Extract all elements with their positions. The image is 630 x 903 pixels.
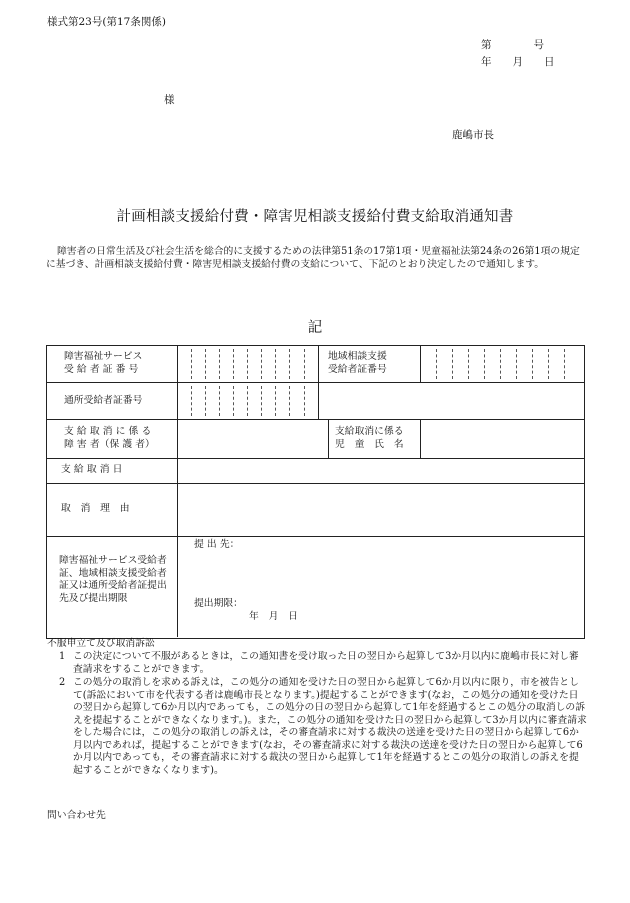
digit-divider	[304, 349, 305, 379]
digit-divider	[191, 349, 192, 379]
digit-divider	[468, 349, 469, 379]
appeal-item	[47, 651, 587, 676]
submit-to-label: 提 出 先：	[194, 539, 240, 550]
issuer: 鹿嶋市長	[452, 129, 494, 141]
digit-divider	[247, 349, 248, 379]
digit-divider	[436, 349, 437, 379]
digit-divider	[532, 349, 533, 379]
digit-divider	[233, 349, 234, 379]
digit-divider	[275, 349, 276, 379]
digit-divider	[289, 386, 290, 416]
digit-divider	[275, 386, 276, 416]
service-cert-label-line1: 障害福祉サービス	[64, 351, 143, 362]
digit-divider	[289, 349, 290, 379]
column-divider	[328, 419, 329, 458]
day-cert-label: 通所受給者証番号	[64, 395, 143, 406]
submit-label: 障害福祉サービス受給者証、地域相談支援受給者証又は通所受給者証提出先及び提出期限	[59, 555, 167, 604]
community-cert-label-line2: 受給者証番号	[328, 363, 387, 375]
service-cert-label	[64, 351, 142, 376]
digit-divider	[261, 386, 262, 416]
digit-divider	[304, 386, 305, 416]
child-label-line1: 支給取消に係る	[335, 426, 404, 437]
digit-divider	[484, 349, 485, 379]
digit-divider	[564, 349, 565, 379]
contact-label: 問い合わせ先	[47, 810, 106, 821]
document-number: 第 号	[481, 39, 544, 51]
ki-heading: 記	[307, 320, 323, 336]
digit-divider	[247, 386, 248, 416]
digit-divider	[261, 349, 262, 379]
addressee: 様	[164, 94, 175, 106]
appeal-item-text: この決定について不服があるときは，この通知書を受け取った日の翌日から起算して3か月以内に鹿嶋市長に対し審査請求をすることができます。	[73, 651, 579, 675]
person-label	[64, 426, 155, 451]
child-label	[335, 426, 404, 451]
digit-divider	[191, 386, 192, 416]
row-divider	[47, 458, 584, 459]
digit-divider	[516, 349, 517, 379]
person-label-line1: 支 給 取 消 に 係 る	[64, 426, 152, 437]
body-text: 障害者の日常生活及び社会生活を総合的に支援するための法律第51条の17第1項・児童福祉法第24条の26第1項の規定に基づき、計画相談支援給付費・障害児相談支援給付費の支給について、下記のとおり決定したので通知します。	[46, 246, 580, 270]
person-label-line2: 障 害 者（保 護 者）	[64, 438, 155, 450]
row-divider	[47, 419, 584, 420]
community-cert-label	[328, 351, 387, 376]
digit-divider	[205, 386, 206, 416]
notice-table	[46, 345, 585, 639]
deadline-label: 提出期限：	[194, 598, 243, 609]
appeal-item-number: 2	[59, 677, 66, 688]
form-number: 様式第23号(第17条関係)	[47, 16, 166, 28]
row-divider	[47, 536, 584, 537]
digit-divider	[233, 386, 234, 416]
digit-divider	[452, 349, 453, 379]
document-title: 計画相談支援給付費・障害児相談支援給付費支給取消通知書	[116, 209, 514, 225]
service-cert-label-line2: 受 給 者 証 番 号	[64, 363, 139, 375]
column-divider	[177, 346, 178, 637]
row-divider	[47, 382, 584, 383]
digit-divider	[500, 349, 501, 379]
deadline-date: 年 月 日	[249, 611, 298, 622]
document-date: 年 月 日	[481, 56, 555, 68]
appeal-item-number: 1	[59, 651, 66, 662]
column-divider	[420, 419, 421, 458]
digit-divider	[219, 349, 220, 379]
community-cert-label-line1: 地域相談支援	[328, 351, 387, 362]
column-divider	[420, 346, 421, 382]
reason-label: 取 消 理 由	[61, 503, 130, 514]
appeal-item	[47, 677, 587, 777]
row-divider	[47, 483, 584, 484]
appeal-title: 不服申立て及び取消訴訟	[47, 638, 155, 649]
digit-divider	[548, 349, 549, 379]
digit-divider	[219, 386, 220, 416]
child-label-line2: 児 童 氏 名	[335, 438, 404, 450]
appeal-item-text: この処分の取消しを求める訴えは，この処分の通知を受けた日の翌日から起算して6か月以内に限り，市を被告として(訴訟において市を代表する者は鹿嶋市長となります。)提起することができます(なお，この処分の通知を受けた日の翌日から起算して6か月以内であっても，この処分の日の翌日から起算して1年を経過するとこの処分の取消しの訴えを提起することができなくなります。)。また，この処分の通知を受けた日の翌日から起算して3か月以内に審査請求をした場合には，この処分の取消しの訴えは，その審査請求に対する裁決の送達を受けた日の翌日から起算して6か月以内であれば，提起することができます(なお，その審査請求に対する裁決の送達を受けた日の翌日から起算して6か月以内であっても，その審査請求に対する裁決の翌日から起算して1年を経過するとこの処分の取消しの訴えを提起することができなくなります)。	[73, 677, 587, 776]
digit-divider	[205, 349, 206, 379]
column-divider	[318, 346, 319, 419]
cancel-date-label: 支 給 取 消 日	[61, 464, 123, 475]
